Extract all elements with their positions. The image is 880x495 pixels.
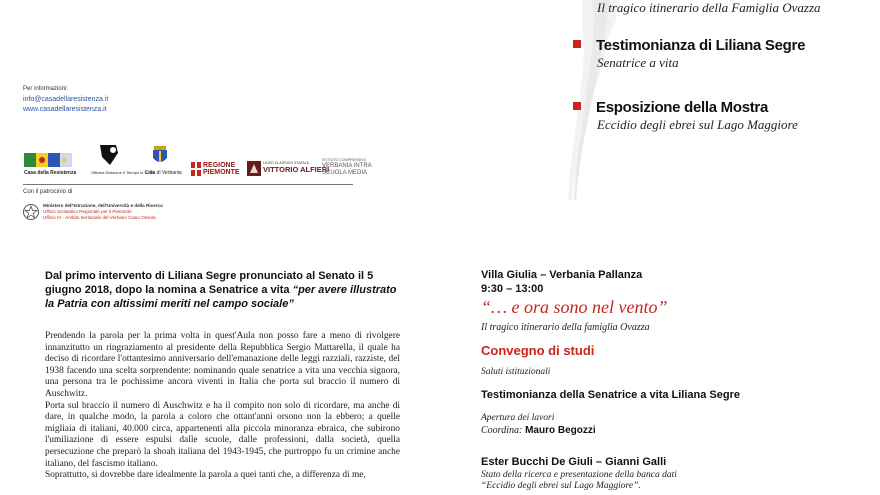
event-title: “… e ora sono nel vento” — [481, 297, 668, 317]
patronage-label: Con il patrocinio di — [23, 189, 73, 195]
speech-paragraph: Porta sul braccio il numero di Auschwitz e ha il compito non solo di ricordare, ma anche di dare, in qualche modo, la parola a coloro che ottant'anni orsono non la ebbero; a quelle migliaia di italiani, 40.000 circa, appartenenti alla piccola minoranza ebraica, che subirono l'umiliazione di essere espulsi dalle scuole, dalle professioni, dalla società, quella persecuzione che preparò la shoah italiana del 1943-1945, che purtroppo fu un crimine anche italiano, del fascismo italiano. — [45, 400, 400, 469]
officina-logo — [96, 143, 122, 167]
ministry-ambit: Ufficio IV - Ambito territoriale del Verbano Cusio Ossola — [43, 215, 156, 220]
scuola-media-logo — [322, 158, 374, 178]
casa-resistenza-flag-icon — [24, 153, 72, 167]
verbania-caption: Città di Verbania — [145, 170, 182, 176]
coordina-line — [481, 425, 596, 436]
liceo-alfieri-logo — [247, 161, 330, 177]
speakers-description-line: “Eccidio degli ebrei sul Lago Maggiore”. — [481, 481, 641, 491]
regione-piemonte-name: REGIONE PIEMONTE — [203, 162, 240, 176]
logos-divider — [23, 184, 353, 185]
event-time: 9:30 – 13:00 — [481, 283, 544, 295]
liceo-alfieri-emblem-icon — [247, 161, 261, 176]
speech-body — [45, 331, 400, 482]
scuola-media-name: SCUOLA MEDIA — [322, 170, 368, 176]
testimonianza-program-item: Testimonianza della Senatrice a vita Liliana Segre — [481, 389, 741, 401]
speakers-names: Ester Bucchi De Giuli – Gianni Galli — [481, 456, 667, 468]
regione-piemonte-logo — [191, 161, 243, 177]
banner-subtitle: Il tragico itinerario della Famiglia Ovazza — [597, 0, 821, 15]
officina-emblem-icon — [96, 143, 122, 167]
casa-resistenza-logo — [24, 153, 72, 167]
speakers-description — [481, 470, 801, 492]
coordina-name: Mauro Begozzi — [525, 425, 596, 436]
republic-emblem — [23, 203, 39, 221]
officina-caption: Officina Divisione Il Tiempo in Ghiffa — [91, 170, 156, 175]
intro-heading — [45, 269, 397, 311]
intro-quote: “per avere illustrato la Patria con altissimi meriti nel campo sociale” — [45, 284, 397, 310]
speech-paragraph: Prendendo la parola per la prima volta in quest'Aula non posso fare a meno di rivolgere innanzitutto un ringraziamento al presidente della Repubblica Sergio Mattarella, il quale ha deciso di ricordare l'ottantesimo anniversario dell'emanazione delle leggi razziali, razziste, del 1938 facendo una scelta sorprendente: nominando quale senatrice a vita una vecchia signora, una persona tra le pochissime ancora viventi in Italia che porta sul braccio il numero di Auschwitz. — [45, 331, 400, 399]
intro-text: Dal primo intervento di Liliana Segre pronunciato al Senato il 5 giugno 2018, dopo la nomina a Senatrice a vita — [45, 270, 374, 296]
ministry-office: Ufficio Scolastico Regionale per il Piemonte — [43, 209, 132, 214]
info-website-link[interactable]: www.casadellaresistenza.it — [23, 106, 107, 113]
italian-republic-emblem-icon — [23, 203, 39, 221]
verbania-crest-icon — [152, 146, 168, 166]
regione-piemonte-crest-icon — [191, 162, 201, 176]
saluti-label: Saluti istituzionali — [481, 367, 551, 377]
event-venue: Villa Giulia – Verbania Pallanza — [481, 269, 643, 281]
ministry-name: Ministero dell'Istruzione, dell'Università e della Ricerca — [43, 203, 163, 208]
banner-item-title-testimonianza: Testimonianza di Liliana Segre — [596, 37, 806, 54]
banner-item-title-mostra: Esposizione della Mostra — [596, 99, 769, 116]
casa-resistenza-caption: Casa della Resistenza — [24, 170, 77, 176]
convegno-heading: Convegno di studi — [481, 343, 595, 358]
speakers-description-line: Stato della ricerca e presentazione della banca dati — [481, 470, 677, 480]
event-subtitle: Il tragico itinerario della famiglia Ovazza — [481, 322, 650, 333]
verbania-crest — [152, 146, 168, 166]
apertura-label: Apertura dei lavori — [481, 413, 555, 423]
liceo-alfieri-type: LICEO CLASSICO STATALE — [263, 161, 310, 165]
bullet-icon — [573, 102, 581, 110]
info-email-link[interactable]: info@casadellaresistenza.it — [23, 96, 109, 103]
ministry-text — [43, 203, 203, 221]
scuola-media-place: VERBANIA INTRA — [322, 163, 372, 169]
info-label: Per informazioni: — [23, 86, 69, 92]
scuola-media-type: ISTITUTO COMPRENSIVO — [322, 158, 367, 162]
coordina-label: Coordina: — [481, 425, 523, 436]
banner-item-subtitle-testimonianza: Senatrice a vita — [597, 55, 679, 70]
banner-item-subtitle-mostra: Eccidio degli ebrei sul Lago Maggiore — [597, 117, 798, 132]
bullet-icon — [573, 40, 581, 48]
liceo-alfieri-name: VITTORIO ALFIERI — [263, 165, 330, 174]
speech-paragraph: Soprattutto, si dovrebbe dare idealmente la parola a quei tanti che, a differenza di me, — [45, 470, 366, 481]
